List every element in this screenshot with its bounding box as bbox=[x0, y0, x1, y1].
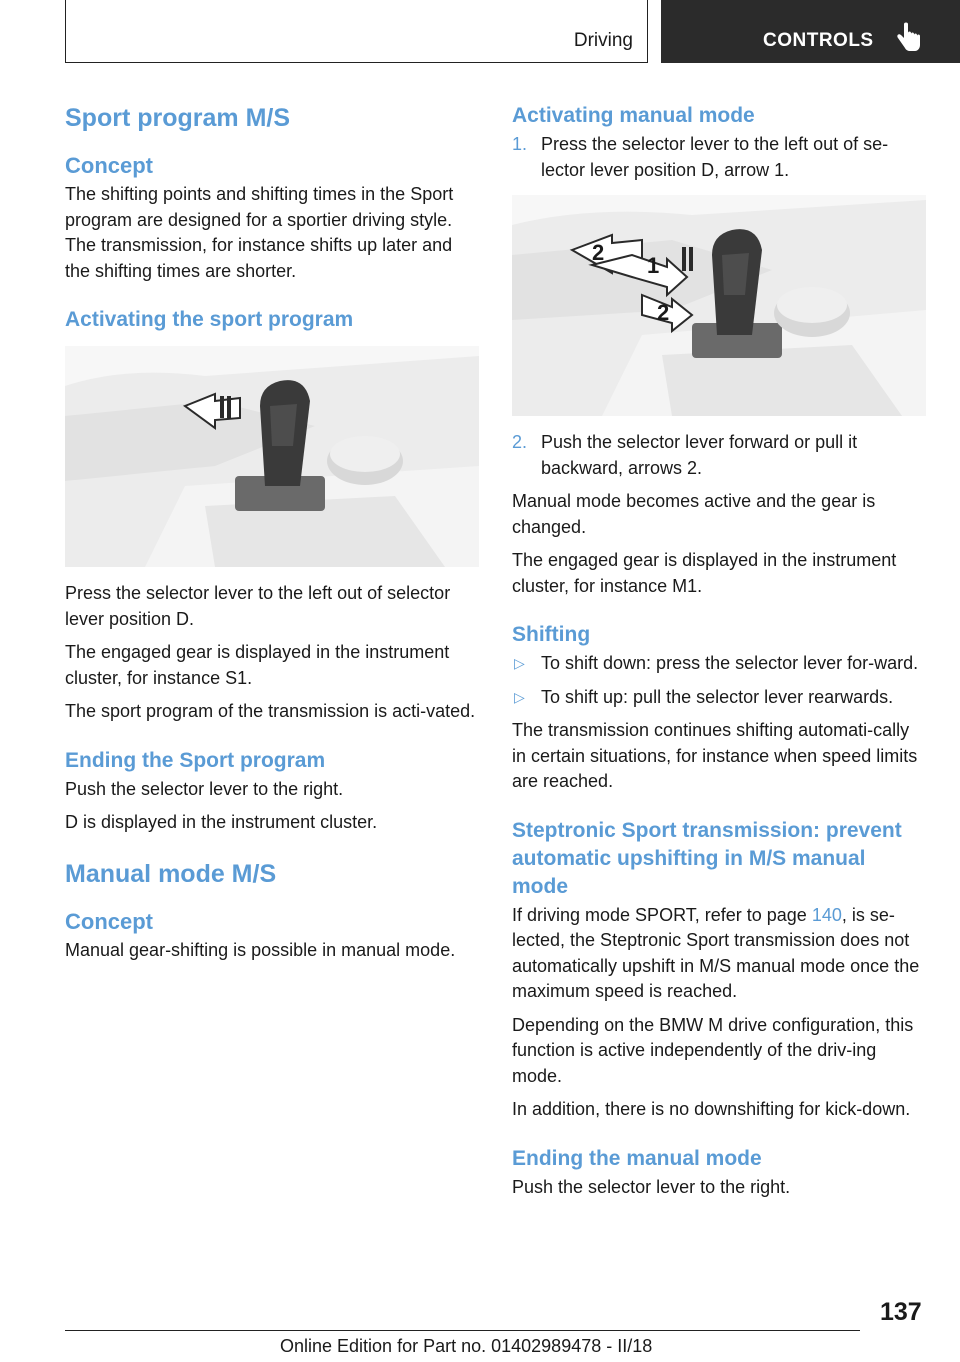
manual-active-text: Manual mode becomes active and the gear is changed. bbox=[512, 491, 876, 537]
right-column bbox=[512, 102, 926, 1208]
steptronic-text-post: , is se‐lected, the Steptronic Sport transmission does not automatically upshift in M/S manual mode once the maximum speed is reached. bbox=[512, 904, 920, 1001]
figure-label-2b: 2 bbox=[657, 300, 670, 325]
figure-label-2a: 2 bbox=[592, 240, 605, 265]
steptronic-text-pre: If driving mode SPORT, refer to page bbox=[512, 904, 812, 925]
footer-edition: Online Edition for Part no. 01402989478 - II/18 bbox=[280, 1336, 653, 1356]
shift-up-text: To shift up: pull the selector lever rearwards. bbox=[541, 686, 894, 707]
shift-down-text: To shift down: press the selector lever for‐ward. bbox=[541, 653, 919, 673]
manual-engaged-text: The engaged gear is displayed in the instrument cluster, for instance M1. bbox=[512, 550, 897, 596]
ending-manual-text: Push the selector lever to the right. bbox=[512, 1176, 791, 1197]
header-chapter-label: CONTROLS bbox=[763, 30, 874, 51]
depending-text: Depending on the BMW M drive configuration, this function is active independently of the driv‐ing mode. bbox=[512, 1014, 914, 1086]
ending-sport-p1: Push the selector lever to the right. bbox=[65, 778, 344, 799]
header-section-box bbox=[65, 0, 648, 63]
selector-lever-figure-right bbox=[512, 195, 926, 416]
activating-sport-p1: Press the selector lever to the left out of selector lever position D. bbox=[65, 583, 451, 629]
activating-steps-2 bbox=[512, 430, 926, 481]
page-number: 137 bbox=[880, 1298, 922, 1326]
shift-up-item bbox=[512, 685, 926, 711]
left-column bbox=[65, 100, 479, 971]
steptronic-heading: Steptronic Sport transmission: prevent automatic upshifting in M/S manual mode bbox=[512, 818, 902, 898]
steptronic-text bbox=[512, 903, 926, 1005]
step-number-2: 2. bbox=[512, 432, 528, 452]
step-number-1: 1. bbox=[512, 134, 528, 154]
triangle-bullet-icon: ▷ bbox=[514, 655, 525, 671]
kickdown-text: In addition, there is no downshifting for kick‐down. bbox=[512, 1099, 911, 1119]
shifting-list bbox=[512, 651, 926, 710]
footer-divider bbox=[65, 1330, 860, 1331]
step-text-2: Push the selector lever forward or pull it backward, arrows 2. bbox=[541, 432, 858, 478]
step-item-1 bbox=[512, 132, 926, 183]
header-section-label: Driving bbox=[573, 30, 633, 51]
step-text-1: Press the selector lever to the left out of se‐lector lever position D, arrow 1. bbox=[541, 134, 889, 180]
continues-shifting-text: The transmission continues shifting automati‐cally in certain situations, for instance when speed limits are reached. bbox=[512, 720, 918, 791]
activating-steps-1 bbox=[512, 132, 926, 183]
activating-sport-heading: Activating the sport program bbox=[65, 308, 354, 331]
header-chapter-box bbox=[661, 0, 960, 63]
ending-sport-p2: D is displayed in the instrument cluster. bbox=[65, 812, 378, 832]
shifting-heading: Shifting bbox=[512, 623, 591, 646]
step-item-2 bbox=[512, 430, 926, 481]
activating-sport-p2: The engaged gear is displayed in the instrument cluster, for instance S1. bbox=[65, 642, 450, 688]
manual-concept-heading: Concept bbox=[65, 908, 153, 934]
figure-label-1: 1 bbox=[647, 253, 660, 278]
sport-program-title: Sport program M/S bbox=[65, 104, 291, 132]
ending-manual-heading: Ending the manual mode bbox=[512, 1146, 762, 1170]
concept-text: The shifting points and shifting times in the Sport program are designed for a sportier driving style. The transmission, for instance shifts up later and the shifting times are shorter. bbox=[65, 184, 454, 281]
manual-concept-text: Manual gear-shifting is possible in manual mode. bbox=[65, 939, 456, 960]
page-reference-link[interactable]: 140 bbox=[811, 904, 842, 925]
activating-sport-p3: The sport program of the transmission is acti‐vated. bbox=[65, 701, 476, 721]
concept-heading: Concept bbox=[65, 153, 153, 178]
pointing-hand-icon bbox=[895, 22, 921, 52]
manual-mode-title: Manual mode M/S bbox=[65, 859, 277, 888]
selector-lever-figure-left bbox=[65, 346, 479, 567]
triangle-bullet-icon: ▷ bbox=[514, 688, 525, 705]
ending-sport-heading: Ending the Sport program bbox=[65, 748, 326, 772]
activating-manual-heading: Activating manual mode bbox=[512, 104, 755, 127]
shift-down-item bbox=[512, 651, 926, 677]
